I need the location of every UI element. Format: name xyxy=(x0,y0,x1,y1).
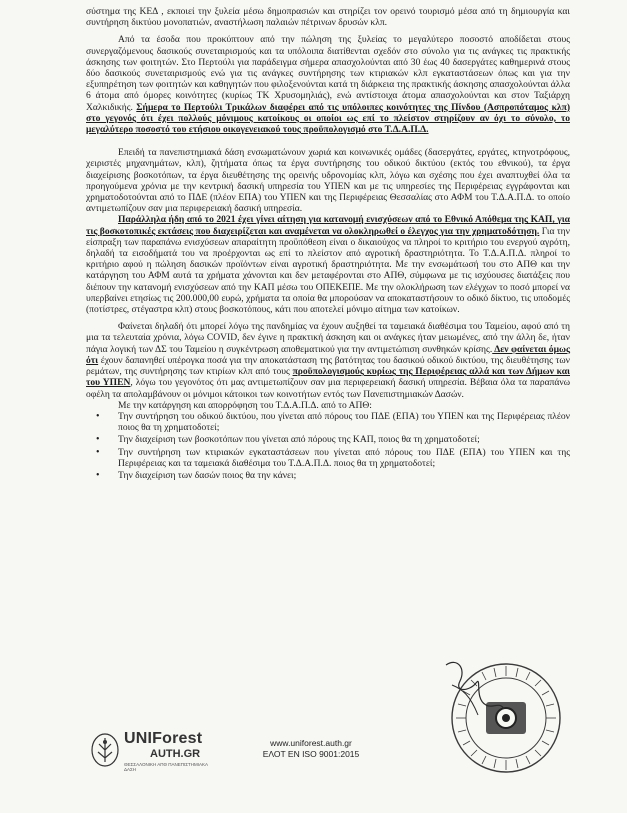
footer-contact xyxy=(236,738,386,760)
paragraph-3-emphasis: Παράλληλα ήδη από το 2021 έχει γίνει αίτηση για κατανομή ενισχύσεων από το Εθνικό Απόθεμα της ΚΑΠ, για τις βοσκοτοπικές εκτάσεις που διαχειρίζεται και αναμένεται να ολοκληρωθεί ο έλεγχος για την χρηματοδότηση. xyxy=(86,214,570,237)
paragraph-5: Με την κατάργηση και απορρόφηση του Τ.Δ.Α.Π.Δ. από το ΑΠΘ: xyxy=(118,399,372,411)
paragraph-1-text: Από τα έσοδα που προκύπτουν από την πώληση της ξυλείας το μεγαλύτερο ποσοστό αποδίδεται στους συνεργαζόμενους δασικούς συνεταιρισμούς και τα υπόλοιπα διατίθενται σχεδόν στο σύνολο για τις ανάγκες τις πρακτικής άσκησης των φοιτητών. Στο Περτούλι για παράδειγμα σήμερα απασχολούνται από 30 έως 40 δασεργάτες καθημερινά στους δύο δασικούς συνεταιρισμούς ενώ για τις ανάγκες συντήρησης των κτιριακών κλπ εγκαταστάσεων όπως και για την εξυπηρέτηση των φοιτητών και καθηγητών που φιλοξενούνται κατά τη διάρκεια της πρακτικής άσκησης απασχολούνται άλλα 6 άτομα από όμορες κοινότητες (κυρίως ΤΚ Χρυσομηλιάς), ενώ αντίστοιχα άτομα απασχολούνται και στον Ταξιάρχη Χαλκιδικής. xyxy=(86,34,570,113)
logo-domain: AUTH.GR xyxy=(150,748,201,760)
paragraph-3-text: Για την είσπραξη των παραπάνω ενισχύσεων απαραίτητη προϋπόθεση είναι ο δικαιούχος να πληροί το κριτήριο του ενεργού αγρότη, δηλαδή τα εισοδήματά του να προέρχονται ως επί το πλείστον από αγροτική δραστηριότητα. Το Τ.Δ.Α.Π.Δ. πληροί το κριτήριο αφού η πώληση δασικών προϊόντων είναι αγροτική δραστηριότητα. Με την ενσωμάτωσή του στο ΑΠΘ και την κατάργηση του ΑΦΜ αυτά τα χρήματα χάνονται και δεν μεταφέρονται στο ΑΠΘ, σύμφωνα με τις ισχύουσες διατάξεις που διέπουν την κατανομή ενισχύσεων από την ΚΑΠ μέσω του ΟΠΕΚΕΠΕ. Με την ολοκλήρωση των ελέγχων το ποσό μπορεί να υπερβαίνει ετησίως τις 200.000,00 ευρώ, χρήματα τα οποία θα μπορούσαν να αποκαταστήσουν το οδικό δίκτυο, τις υποδομές (ποτίστρες, στέγαστρα κλπ) στους βοσκοτόπους, κάτι που αποτελεί μόνιμο αίτημα των κατοίκων. xyxy=(86,225,570,316)
list-item: • Την συντήρηση του οδικού δικτύου, που γίνεται από πόρους του ΠΔΕ (ΕΠΑ) του ΥΠΕΝ και της Περιφέρειας πλέον ποιος θα τη χρηματοδοτεί; xyxy=(118,411,570,433)
paragraph-4-text-a: Φαίνεται δηλαδή ότι μπορεί λόγω της πανδημίας να έχουν αυξηθεί τα ταμειακά διαθέσιμα του Ταμείου, αφού από τη μια τα τελευταία χρόνια, λόγω COVID, δεν έγινε η πρακτική άσκηση και οι ανάγκες ήταν μειωμένες, από την άλλη δε, ήταν πάγια λογική των ΔΣ του Ταμείου η συγκέντρωση αποθεματικού για την αντιμετώπιση συνθηκών κρίσης. xyxy=(86,321,570,355)
paragraph-1 xyxy=(86,34,570,135)
paragraph-4-text-c: , λόγω του γεγονότος ότι μας αντιμετωπίζουν σαν μια περιφερειακή δασική υπηρεσία. Βέβαια όλα τα παραπάνω οφέλη τα απολαμβάνουν οι μόνιμοι κάτοικοι των κοινοτήτων εντός των Πανεπιστημιακών Δασών. xyxy=(86,377,571,400)
list-item: • Την διαχείριση των βοσκοτόπων που γίνεται από πόρους της ΚΑΠ, ποιος θα τη χρηματοδοτεί; xyxy=(118,434,570,445)
university-emblem-icon xyxy=(90,732,120,768)
footer-website: www.uniforest.auth.gr xyxy=(270,738,352,748)
document-body xyxy=(86,6,570,482)
question-list xyxy=(86,411,570,481)
logo-tagline: ΘΕΣΣΑΛΟΝΙΚΗ ΑΠΘ ΠΑΝΕΠΙΣΤΗΜΙΑΚΑ ΔΑΣΗ xyxy=(124,762,208,772)
footer-certification: ΕΛΟΤ ΕΝ ISO 9001:2015 xyxy=(262,749,360,759)
list-item: • Την συντήρηση των κτιριακών εγκαταστάσεων που γίνεται από πόρους του ΠΔΕ (ΕΠΑ) του ΥΠΕΝ και της Περιφέρειας και τα ταμειακά διαθέσιμα του Τ.Δ.Α.Π.Δ. ποιος θα τη χρηματοδοτεί; xyxy=(118,447,570,469)
list-item: • Την διαχείριση των δασών ποιος θα την κάνει; xyxy=(118,470,570,481)
paragraph-4 xyxy=(86,321,570,399)
paragraph-4-text-b: έχουν δαπανηθεί υπέρογκα ποσά για την αποκατάσταση της βατότητας του δασικού οδικού δικτύου, της διευθέτησης των ρεμάτων, της συντήρησης των κτιρίων κλπ από τους xyxy=(86,354,570,378)
paragraph-4-underline-1: Δεν φαίνεται όμως ότι xyxy=(86,343,570,366)
logo-title: UNIForest xyxy=(124,730,203,747)
uniforest-logo xyxy=(90,730,220,780)
page-footer xyxy=(0,726,627,786)
paragraph-1-emphasis: Σήμερα το Περτούλι Τρικάλων διαφέρει από τις υπόλοιπες κοινότητες της Πίνδου (Ασπροπόταμος κλπ) στο γεγονός ότι έχει πολλούς μόνιμους κατοίκους οι οποίοι ως επί το πλείστον στηρίζουν αν όχι το σύνολο, το μεγαλύτερο ποσοστό του ετήσιου οικογενειακού τους προϋπολογισμό στο Τ.Δ.Α.Π.Δ. xyxy=(86,101,570,136)
signature xyxy=(440,655,510,735)
paragraph-2: Επειδή τα πανεπιστημιακά δάση ενσωματώνουν χωριά και κοινωνικές ομάδες (δασεργάτες, εργάτες, κτηνοτρόφους, χειριστές μηχανημάτων, κλπ), ζητήματα όπως τα έργα συντήρησης του οδικού δικτύου (εκτός του εθνικού), τα έργα διαχείρισης βοσκοτόπων, τα έργα διευθέτησης της ορεινής υδρονομίας κλπ, λόγω και σχέσης που έχει αναπτυχθεί όλα τα προηγούμενα χρόνια με την κεντρική δασική υπηρεσία του ΥΠΕΝ και με τις υπηρεσίες της Περιφέρειας εγγράφονται και χρηματοδοτούνται από το ΠΔΕ (πλέον ΕΠΑ) του ΥΠΕΝ και της Περιφέρειας Θεσσαλίας στο ΑΦΜ του Τ.Δ.Α.Π.Δ. το οποίο αντιμετωπίζουν σαν μια περιφερειακή δασική υπηρεσία. xyxy=(86,147,570,215)
paragraph-3 xyxy=(86,214,570,315)
paragraph-4-underline-2: προϋπολογισμούς κυρίως της Περιφέρειας αλλά και των Δήμων και του ΥΠΕΝ xyxy=(86,366,570,389)
paragraph-0: σύστημα της ΚΕΔ , εκποιεί την ξυλεία μέσω δημοπρασιών και στηρίζει τον ορεινό τουρισμό μέσα από τη δημιουργία και συντήρηση δικτύου μονοπατιών, αναστήλωση παλαιών πέτρινων δρυσών κλπ. xyxy=(86,6,570,29)
